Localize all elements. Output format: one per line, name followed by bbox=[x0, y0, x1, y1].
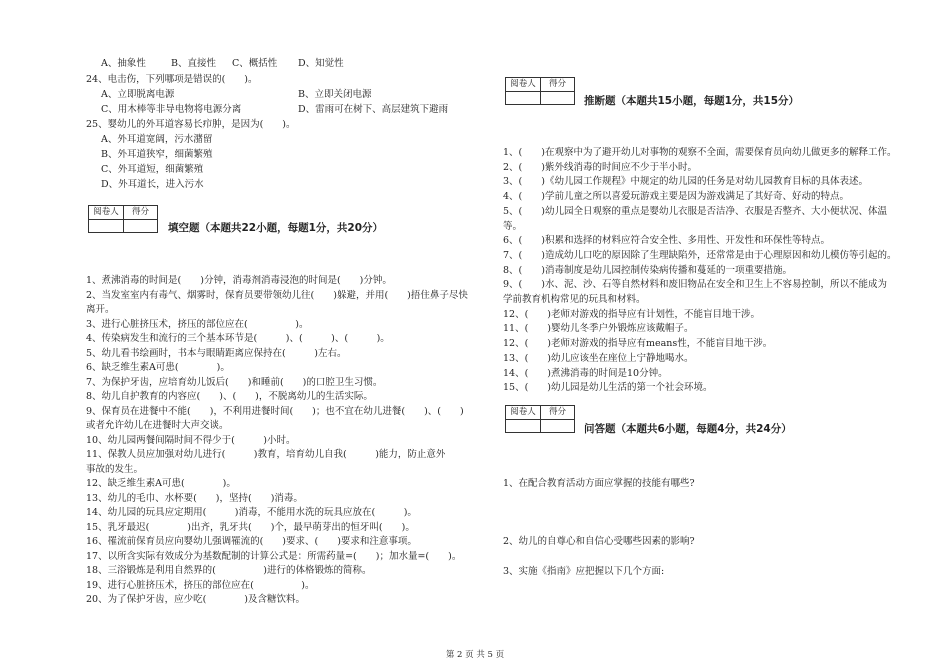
score-reviewer-label: 阅卷人 bbox=[510, 407, 536, 417]
fill-question-line: 5、幼儿看书绘画时，书本与眼睛距离应保持在( )左右。 bbox=[86, 347, 347, 359]
qa-question-1: 1、在配合教育活动方面应掌握的技能有哪些? bbox=[503, 478, 695, 489]
fill-question-line: 13、幼儿的毛巾、水杯要( )，坚持( )消毒。 bbox=[86, 492, 303, 504]
judge-question-line: 12、( )老师对游戏的指导应有means性，不能盲目地干涉。 bbox=[503, 338, 773, 350]
fill-question-line: 或者允许幼儿在进餐时大声交谈。 bbox=[86, 420, 229, 431]
judge-question-line: 15、( )幼儿园是幼儿生活的第一个社会环境。 bbox=[503, 382, 713, 394]
qa-question-2: 2、幼儿的自尊心和自信心受哪些因素的影响? bbox=[503, 536, 695, 547]
q24-option-b: B、立即关闭电源 bbox=[298, 89, 372, 100]
q23-option-c: C、概括性 bbox=[232, 58, 278, 69]
fill-question-line: 16、罹流前保育员应向婴幼儿强调罹流的( )要求、( )要求和注意事项。 bbox=[86, 536, 417, 547]
judge-score-box bbox=[505, 77, 575, 105]
q25-option-b: B、外耳道狭窄，细菌繁殖 bbox=[101, 149, 213, 160]
fill-question-line: 10、幼儿园两餐间隔时间不得少于( )小时。 bbox=[86, 434, 296, 446]
fill-question-line: 18、三浴锻炼是利用自然界的( )进行的体格锻炼的简称。 bbox=[86, 565, 372, 576]
fill-question-line: 离开。 bbox=[86, 304, 115, 315]
fill-question-line: 11、保教人员应加强对幼儿进行( )教育，培育幼儿自我( )能力，防止意外 bbox=[86, 449, 446, 460]
judge-question-line: 14、( )煮沸消毒的时间是10分钟。 bbox=[503, 367, 668, 379]
fill-question-line: 19、进行心脏挤压术，挤压的部位应在( )。 bbox=[86, 579, 315, 591]
q25-option-c: C、外耳道短，细菌繁殖 bbox=[101, 164, 204, 175]
fill-question-line: 14、幼儿园的玩具应定期用( )消毒，不能用水洗的玩具应放在( )。 bbox=[86, 507, 417, 518]
score-label: 得分 bbox=[548, 407, 566, 417]
judge-question-line: 2、( )紫外线消毒的时间应不少于半小时。 bbox=[503, 161, 697, 173]
q24-option-a: A、立即脱离电源 bbox=[101, 89, 175, 100]
fill-question-line: 20、为了保护牙齿，应少吃( )及含糖饮料。 bbox=[86, 594, 306, 605]
page-footer: 第 2 页 共 5 页 bbox=[445, 650, 505, 660]
judge-question-line: 6、( )积累和选择的材料应符合安全性、多用性、开发性和环保性等特点。 bbox=[503, 235, 830, 247]
judge-question-line: 5、( )幼儿园全日观察的重点是婴幼儿衣服是否洁净、衣服是否整齐、大小便状况、体温 bbox=[503, 205, 887, 217]
q23-option-b: B、直接性 bbox=[171, 58, 216, 69]
fill-question-line: 12、缺乏维生素A可患( )。 bbox=[86, 478, 236, 489]
score-label: 得分 bbox=[131, 207, 149, 217]
judge-question-line: 12、( )老师对游戏的指导应有计划性，不能盲目地干涉。 bbox=[503, 308, 761, 320]
q24-option-c: C、用木棒等非导电物将电源分离 bbox=[101, 104, 242, 115]
fill-question-line: 7、为保护牙齿，应培育幼儿饭后( )和睡前( )的口腔卫生习惯。 bbox=[86, 376, 383, 388]
q25-text: 25、婴幼儿的外耳道容易长疖肿，是因为( )。 bbox=[86, 119, 296, 130]
score-reviewer-label: 阅卷人 bbox=[510, 79, 536, 89]
q24-option-d: D、雷雨可在树下、高层建筑下避雨 bbox=[298, 104, 449, 115]
qa-section-title: 问答题（本题共6小题，每题4分，共24分） bbox=[584, 423, 792, 435]
fill-question-line: 6、缺乏维生素A可患( )。 bbox=[86, 362, 230, 373]
judge-section-title: 推断题（本题共15小题，每题1分，共15分） bbox=[584, 95, 800, 107]
judge-question-line: 8、( )消毒制度是幼儿园控制传染病传播和蔓延的一项重要措施。 bbox=[503, 264, 792, 276]
judge-question-line: 学前教育机构常见的玩具和材料。 bbox=[503, 294, 646, 305]
judge-question-line: 13、( )幼儿应该坐在座位上宁静地喝水。 bbox=[503, 352, 694, 364]
fill-question-line: 4、传染病发生和流行的三个基本环节是( )、( )、( )。 bbox=[86, 333, 390, 344]
fill-question-line: 15、乳牙最迟( )出齐，乳牙共( )个，最早萌芽出的恒牙叫( )。 bbox=[86, 521, 415, 533]
q23-option-a: A、抽象性 bbox=[101, 58, 146, 69]
fill-question-line: 1、煮沸消毒的时间是( )分钟，消毒剂消毒浸泡的时间是( )分钟。 bbox=[86, 275, 392, 286]
fill-question-line: 9、保育员在进餐中不能( )，不利用进餐时间( )；也不宜在幼儿进餐( )、( ) bbox=[86, 405, 464, 417]
q23-option-d: D、知觉性 bbox=[298, 58, 344, 69]
qa-question-3: 3、实施《指南》应把握以下几个方面: bbox=[503, 566, 665, 577]
score-reviewer-label: 阅卷人 bbox=[93, 207, 119, 217]
fill-question-line: 3、进行心脏挤压术，挤压的部位应在( )。 bbox=[86, 318, 309, 330]
judge-question-line: 1、( )在观察中为了避开幼儿对事物的观察不全面，需要保育员向幼儿做更多的解释工作。 bbox=[503, 147, 897, 158]
q25-option-d: D、外耳道长，进入污水 bbox=[101, 179, 204, 190]
fill-question-line: 事故的发生。 bbox=[86, 463, 144, 475]
judge-question-line: 等。 bbox=[503, 220, 523, 232]
judge-question-line: 4、( )学前儿童之所以喜爱玩游戏主要是因为游戏满足了其好奇、好动的特点。 bbox=[503, 191, 849, 203]
fill-section-title: 填空题（本题共22小题，每题1分，共20分） bbox=[168, 222, 384, 234]
judge-question-line: 9、( )水、泥、沙、石等自然材料和废旧物品在安全和卫生上不容易控制，所以不能成为 bbox=[503, 279, 887, 291]
q25-option-a: A、外耳道宽阔，污水潴留 bbox=[101, 134, 213, 145]
fill-question-line: 17、以所含实际有效成分为基数配制的计算公式是：所需药量=( )；加水量=( )。 bbox=[86, 550, 462, 562]
qa-score-box bbox=[505, 405, 575, 433]
judge-question-line: 7、( )造成幼儿口吃的原因除了生理缺陷外，还常常是由于心理原因和幼儿模仿等引起的。 bbox=[503, 249, 897, 261]
fill-question-line: 2、当发室室内有毒气、烟雾时，保育员要带领幼儿往( )躲避，并用( )捂住鼻子尽快 bbox=[86, 289, 468, 301]
fill-score-box bbox=[88, 205, 158, 233]
fill-question-line: 8、幼儿自护教育的内容应( )、( )，不脱离幼儿的生活实际。 bbox=[86, 391, 373, 402]
judge-question-line: 11、( )婴幼儿冬季户外锻炼应该戴帽子。 bbox=[503, 323, 694, 335]
judge-question-line: 3、( )《幼儿园工作规程》中规定的幼儿园的任务是对幼儿园教育目标的具体表述。 bbox=[503, 176, 868, 188]
score-label: 得分 bbox=[548, 79, 566, 89]
q24-text: 24、电击伤，下列哪项是错误的( )。 bbox=[86, 74, 258, 85]
